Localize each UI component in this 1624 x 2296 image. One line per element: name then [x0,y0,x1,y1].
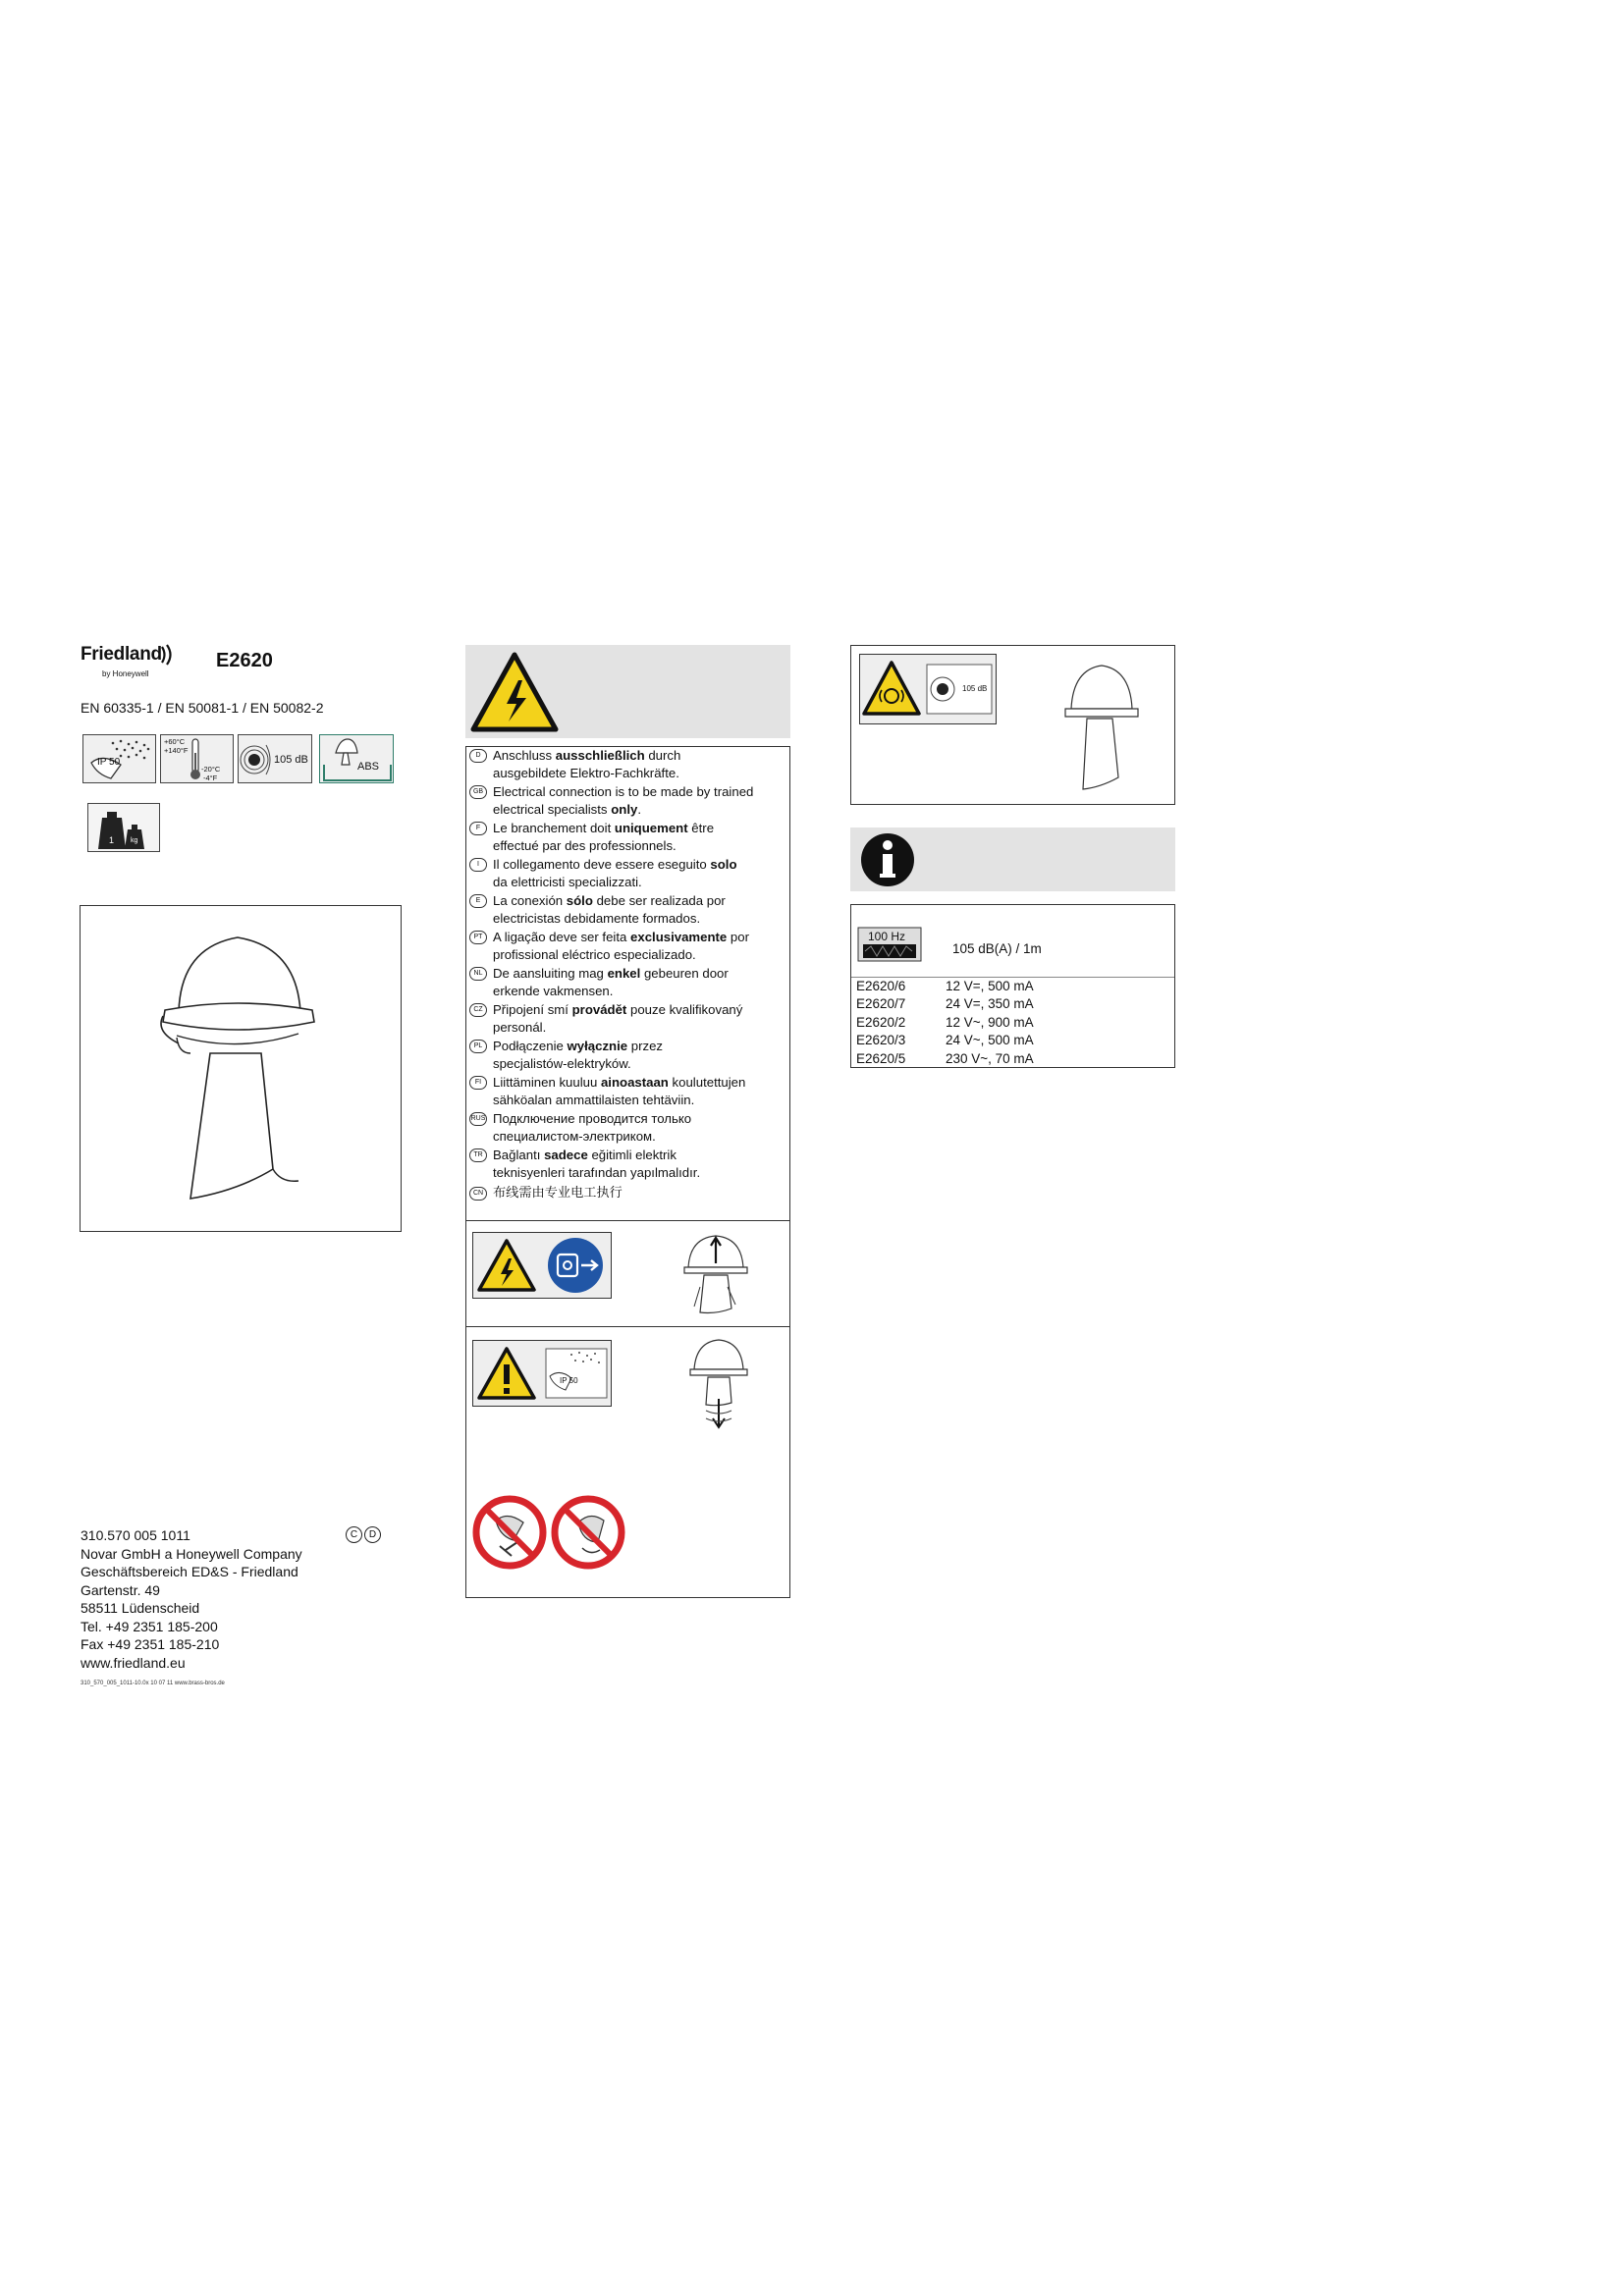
warning-cz: CZ Připojení smí provádět pouze kvalifikovaný personál. [469,1001,785,1037]
hearing-warning-panel [850,645,1175,805]
temp-high-f-label: +140°F [164,746,189,755]
ip-rating-label: IP 50 [97,757,121,768]
spec-row: E2620/2 12 V~, 900 mA [856,1014,1034,1030]
prohibition-signs [472,1493,639,1572]
mounting-arrow-illustration [677,1228,755,1316]
temp-high-label: +60°C [164,737,186,746]
lang-code: TR [469,1148,487,1162]
language-marks [344,1524,381,1543]
ip-caution-signs [472,1340,612,1407]
product-illustration [80,905,402,1232]
lang-code: GB [469,785,487,799]
footer-address [81,1526,302,1672]
frequency-label: 100 Hz [868,930,906,943]
temp-low-label: -20°C [201,765,221,774]
warning-nl: NL De aansluiting mag enkel gebeuren door erkende vakmensen. [469,965,785,1000]
warning-gb: GB Electrical connection is to be made by trained electrical specialists only. [469,783,785,819]
divider [466,1220,789,1221]
ip-small-label: IP 50 [560,1376,578,1385]
high-voltage-warning-icon [465,645,564,738]
model-number: E2620 [216,650,273,671]
warning-tr: TR Bağlantı sadece eğitimli elektrik teknisyenleri tarafından yapılmalıdır. [469,1147,785,1182]
spec-row: E2620/5 230 V~, 70 mA [856,1050,1034,1066]
print-code: 310_570_005_1011-10.0x 10 07 11 www.brass-bros.de [81,1681,225,1686]
lang-code: PL [469,1040,487,1053]
material-label: ABS [357,761,380,773]
fax: Fax +49 2351 185-210 [81,1636,220,1652]
warning-fi: FI Liittäminen kuuluu ainoastaan koulutettujen sähköalan ammattilaisten tehtäviin. [469,1074,785,1109]
division-name: Geschäftsbereich ED&S - Friedland [81,1564,298,1579]
material-icon [319,734,394,783]
lang-code: F [469,822,487,835]
disconnect-power-signs [472,1232,612,1299]
lang-code: D [469,749,487,763]
warning-panel [465,746,790,1598]
spec-row: E2620/3 24 V~, 500 mA [856,1033,1034,1048]
ip-rating-icon [82,734,156,783]
info-icon [850,828,919,891]
lang-code: PT [469,931,487,944]
lang-code: RUS [469,1112,487,1126]
website-link[interactable]: www.friedland.eu [81,1654,186,1671]
lang-code: FI [469,1076,487,1090]
warning-ru: RUS Подключение проводится только специалистом-электриком. [470,1111,692,1144]
product-side-illustration [1057,660,1146,793]
sound-level-icon [238,734,312,783]
sound-output: 105 dB(A) / 1m [952,941,1042,956]
warning-cn: CN 布线需由专业电工执行 [469,1185,785,1202]
downward-mounting-illustration [684,1334,753,1430]
weight-icon [87,803,160,852]
standards-line: EN 60335-1 / EN 50081-1 / EN 50082-2 [81,700,324,716]
brand-subtitle: by Honeywell [102,669,149,678]
temp-low-f-label: -4°F [203,774,218,782]
warning-pl: PL Podłączenie wyłącznie przez specjalistów-elektryków. [469,1038,785,1073]
spec-row: E2620/7 24 V=, 350 mA [856,996,1034,1012]
electrical-warning-header [465,645,790,738]
hearing-warning-signs [859,654,997,724]
weight-unit: kg [131,837,138,844]
db-small-label: 105 dB [962,684,988,693]
telephone: Tel. +49 2351 185-200 [81,1618,218,1634]
city-address: 58511 Lüdenscheid [81,1600,200,1616]
warning-it: I Il collegamento deve essere eseguito solo da elettricisti specializzati. [469,856,785,891]
company-name: Novar GmbH a Honeywell Company [81,1545,302,1562]
warning-pt: PT A ligação deve ser feita exclusivamente por profissional eléctrico especializado. [469,929,785,964]
lang-code: CZ [469,1003,487,1017]
brand-waves-icon [159,644,175,666]
information-header [850,828,1175,891]
lang-code: CN [469,1187,487,1201]
lang-code: I [469,858,487,872]
weight-value: 1 [109,835,115,845]
lang-code: E [469,894,487,908]
language-mark-d: D [364,1526,381,1543]
brand-name: Friedland [81,644,162,665]
temperature-icon [160,734,234,783]
sound-level-label: 105 dB [274,754,308,766]
warning-de: D Anschluss ausschließlich durch ausgebildete Elektro-Fachkräfte. [469,747,785,782]
technical-specs-panel [850,904,1175,1068]
brand-logo [81,644,189,683]
part-number: 310.570 005 1011 [81,1527,190,1543]
warning-es: E La conexión sólo debe ser realizada por electricistas debidamente formados. [469,892,785,928]
street-address: Gartenstr. 49 [81,1581,160,1598]
copyright-mark: C [346,1526,362,1543]
warning-fr: F Le branchement doit uniquement être effectué par des professionnels. [469,820,785,855]
divider [466,1326,789,1327]
spec-row: E2620/6 12 V=, 500 mA [856,979,1034,993]
lang-code: NL [469,967,487,981]
